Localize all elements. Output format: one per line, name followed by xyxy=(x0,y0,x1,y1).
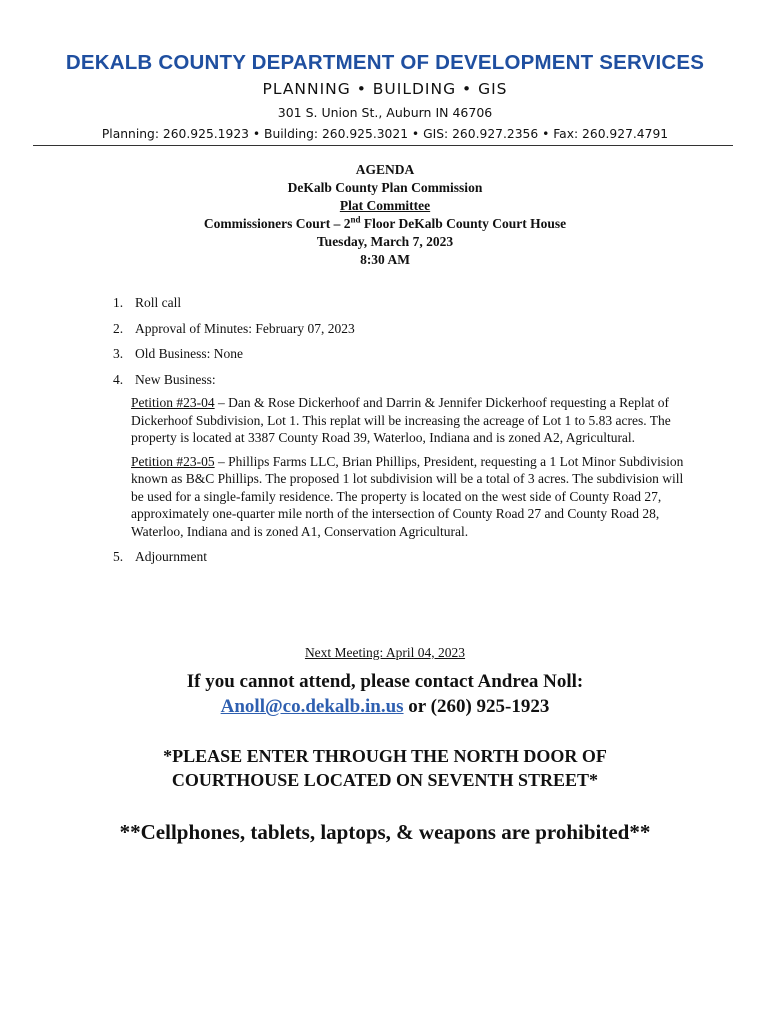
phone-line: Planning: 260.925.1923 • Building: 260.925.3021 • GIS: 260.927.2356 • Fax: 260.927.4791 xyxy=(101,127,669,141)
entrance-notice xyxy=(0,744,770,792)
contact-block xyxy=(0,669,770,719)
item-number: 3. xyxy=(113,346,124,361)
entrance-notice-line: *PLEASE ENTER THROUGH THE NORTH DOOR OF xyxy=(163,746,607,766)
contact-line: If you cannot attend, please contact Andrea Noll: xyxy=(186,671,584,692)
item-text: New Business: xyxy=(135,371,216,387)
address-line: 301 S. Union St., Auburn IN 46706 xyxy=(277,105,493,120)
agenda-title: AGENDA xyxy=(355,162,415,177)
petition-entry xyxy=(131,394,693,447)
entrance-notice-line: COURTHOUSE LOCATED ON SEVENTH STREET* xyxy=(171,770,599,790)
agenda-item xyxy=(113,345,693,363)
petition-description: – Phillips Farms LLC, Brian Phillips, President, requesting a 1 Lot Minor Subdivision known as B&C Phillips. The proposed 1 lot subdivision will be a total of 3 acres. The subdivision will be used for a single-family residence. The property is located on the west side of County Road 27, approximately one-quarter mile north of the intersection of County Road 27 and County Road 28, Waterloo, Indiana and is zoned A1, Conservation Agricultural. xyxy=(131,453,684,539)
petition-description: – Dan & Rose Dickerhoof and Darrin & Jennifer Dickerhoof requesting a Replat of Dickerhoof Subdivision, Lot 1. This replat will be increasing the acreage of Lot 1 to 5.83 acres. The property is located at 3387 County Road 39, Waterloo, Indiana and is zoned A2, Agricultural. xyxy=(131,395,671,445)
petition-id: Petition #23-04 xyxy=(131,395,215,410)
divisions-line: PLANNING • BUILDING • GIS xyxy=(262,80,508,98)
next-meeting: Next Meeting: April 04, 2023 xyxy=(304,645,466,660)
header-divider xyxy=(33,145,733,146)
item-text: Adjournment xyxy=(135,549,207,564)
department-name: DEKALB COUNTY DEPARTMENT OF DEVELOPMENT SERVICES xyxy=(65,51,705,74)
item-number: 2. xyxy=(113,320,124,336)
petition-id: Petition #23-05 xyxy=(131,453,215,469)
agenda-item xyxy=(113,371,693,389)
item-text: Roll call xyxy=(135,295,182,310)
item-text: Old Business: None xyxy=(135,346,243,361)
meeting-date: Tuesday, March 7, 2023 xyxy=(316,234,454,249)
letterhead xyxy=(0,48,770,144)
location-superscript: nd xyxy=(350,214,361,225)
agenda-item xyxy=(113,548,693,566)
petition-entry xyxy=(131,453,693,541)
committee-name: Plat Committee xyxy=(339,198,431,213)
email-link[interactable]: Anoll@co.dekalb.in.us xyxy=(220,696,404,717)
item-text: Approval of Minutes: February 07, 2023 xyxy=(135,320,355,336)
contact-details xyxy=(0,694,770,719)
commission-name: DeKalb County Plan Commission xyxy=(287,180,483,195)
agenda-header xyxy=(0,161,770,269)
agenda-item xyxy=(113,294,693,312)
item-number: 1. xyxy=(113,295,124,310)
agenda-items xyxy=(113,294,693,574)
location-prefix: Commissioners Court – 2 xyxy=(203,216,351,231)
agenda-item xyxy=(113,320,693,338)
item-number: 5. xyxy=(113,549,124,564)
meeting-location xyxy=(0,215,770,233)
meeting-time: 8:30 AM xyxy=(360,252,410,267)
prohibited-items-notice: **Cellphones, tablets, laptops, & weapons are prohibited** xyxy=(119,820,651,844)
location-suffix: Floor DeKalb County Court House xyxy=(360,216,567,231)
contact-phone: or (260) 925-1923 xyxy=(403,696,550,717)
item-number: 4. xyxy=(113,371,124,387)
